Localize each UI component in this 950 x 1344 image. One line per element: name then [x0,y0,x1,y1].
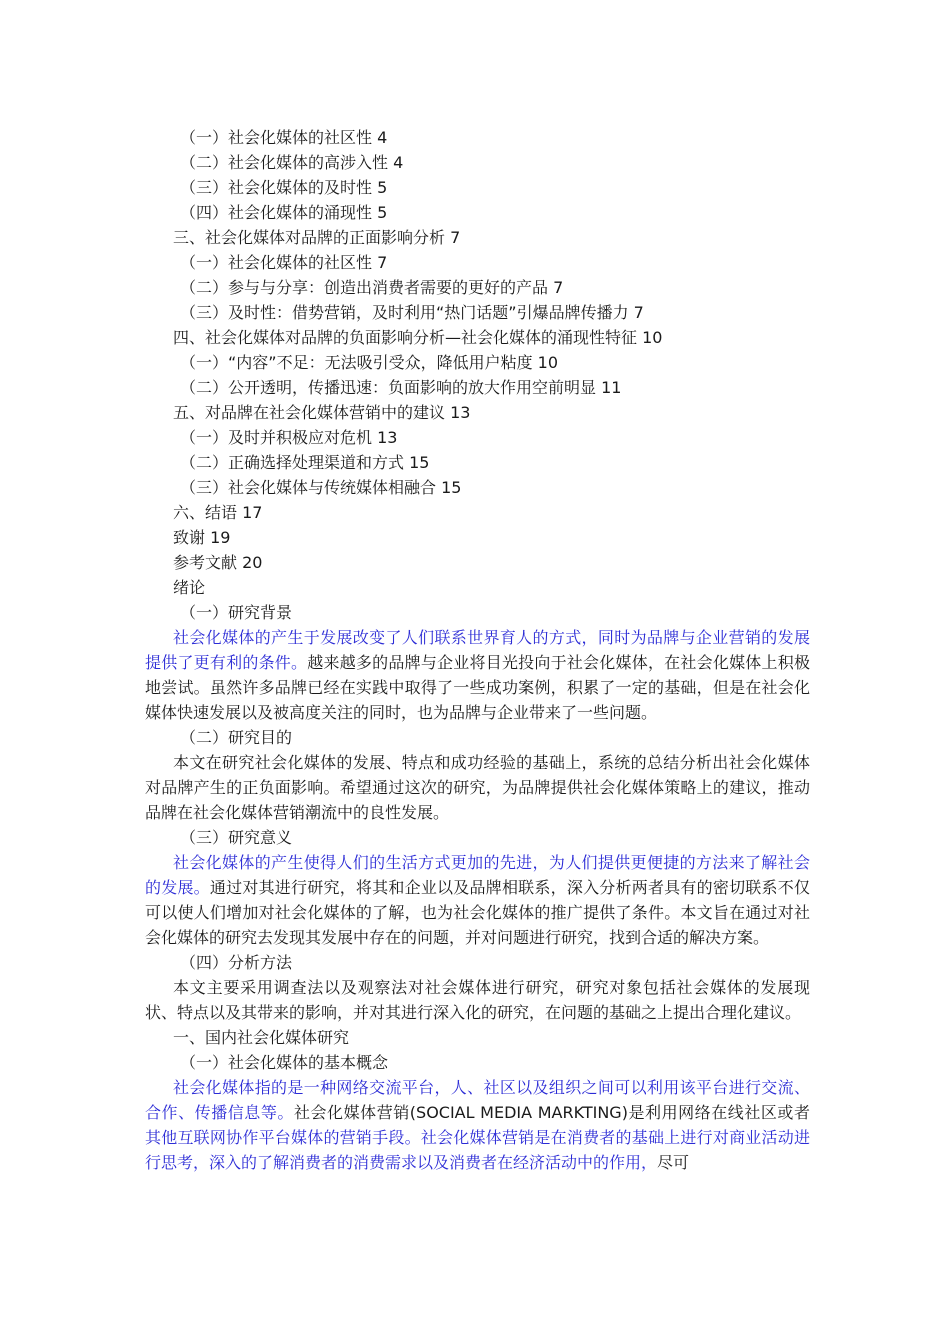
intro-heading: 绪论 [173,578,206,597]
document-content [145,125,810,1175]
toc-entry: （一）及时并积极应对危机 13 [180,428,398,447]
toc-entry: （二）正确选择处理渠道和方式 15 [180,453,430,472]
toc-entry: 四、社会化媒体对品牌的负面影响分析—社会化媒体的涌现性特征 10 [173,328,663,347]
toc-entry: （二）公开透明，传播迅速：负面影响的放大作用空前明显 11 [180,378,622,397]
purpose-heading: （二）研究目的 [180,728,293,747]
concept-highlight-1: 社会化媒体指的是一种网络交流平台，人、社区以及组织之间可以利用该平台进行交流、合作、传播信息等。 [145,1078,810,1122]
toc-entry: （一）社会化媒体的社区性 7 [180,253,388,272]
chapter1-sub-heading: （一）社会化媒体的基本概念 [180,1053,389,1072]
toc-entry: 参考文献 20 [173,553,263,572]
method-heading: （四）分析方法 [180,953,293,972]
background-highlight: 社会化媒体的产生于发展改变了人们联系世界育人的方式，同时为品牌与企业营销的发展提供了更有利的条件。 [145,628,810,672]
concept-text-2: 尽可 [657,1153,690,1172]
significance-paragraph [145,850,810,950]
table-of-contents [145,125,810,575]
purpose-paragraph: 本文在研究社会化媒体的发展、特点和成功经验的基础上，系统的总结分析出社会化媒体对品牌产生的正负面影响。希望通过这次的研究，为品牌提供社会化媒体策略上的建议，推动品牌在社会化媒体营销潮流中的良性发展。 [145,753,810,822]
toc-entry: （四）社会化媒体的涌现性 5 [180,203,388,222]
background-text: 越来越多的品牌与企业将目光投向于社会化媒体，在社会化媒体上积极地尝试。虽然许多品牌已经在实践中取得了一些成功案例，积累了一定的基础，但是在社会化媒体快速发展以及被高度关注的同时，也为品牌与企业带来了一些问题。 [145,653,810,722]
toc-entry: （二）参与与分享：创造出消费者需要的更好的产品 7 [180,278,564,297]
significance-highlight: 社会化媒体的产生使得人们的生活方式更加的先进，为人们提供更便捷的方法来了解社会的发展。 [145,853,810,897]
toc-entry: （二）社会化媒体的高涉入性 4 [180,153,404,172]
chapter1-heading: 一、国内社会化媒体研究 [173,1028,350,1047]
background-paragraph [145,625,810,725]
toc-entry: 五、对品牌在社会化媒体营销中的建议 13 [173,403,471,422]
toc-entry: （三）及时性：借势营销，及时利用“热门话题”引爆品牌传播力 7 [180,303,644,322]
toc-entry: （一）社会化媒体的社区性 4 [180,128,388,147]
chapter1-paragraph [145,1075,810,1175]
toc-entry: （一）“内容”不足：无法吸引受众，降低用户粘度 10 [180,353,559,372]
method-paragraph: 本文主要采用调查法以及观察法对社会媒体进行研究，研究对象包括社会媒体的发展现状、特点以及其带来的影响，并对其进行深入化的研究，在问题的基础之上提出合理化建议。 [145,978,810,1022]
concept-text-1: 社会化媒体营销(SOCIAL MEDIA MARKTING)是利用网络在线社区或者 [293,1103,810,1122]
toc-entry: 致谢 19 [173,528,231,547]
toc-entry: （三）社会化媒体的及时性 5 [180,178,388,197]
background-heading: （一）研究背景 [180,603,293,622]
concept-highlight-2: 其他互联网协作平台媒体的营销手段。社会化媒体营销是在消费者的基础上进行对商业活动进行思考，深入的了解消费者的消费需求以及消费者在经济活动中的作用， [145,1128,810,1172]
significance-heading: （三）研究意义 [180,828,293,847]
toc-entry: 三、社会化媒体对品牌的正面影响分析 7 [173,228,461,247]
significance-text: 通过对其进行研究，将其和企业以及品牌相联系，深入分析两者具有的密切联系不仅可以使人们增加对社会化媒体的了解，也为社会化媒体的推广提供了条件。本文旨在通过对社会化媒体的研究去发现其发展中存在的问题，并对问题进行研究，找到合适的解决方案。 [145,878,810,947]
toc-entry: （三）社会化媒体与传统媒体相融合 15 [180,478,462,497]
toc-entry: 六、结语 17 [173,503,263,522]
